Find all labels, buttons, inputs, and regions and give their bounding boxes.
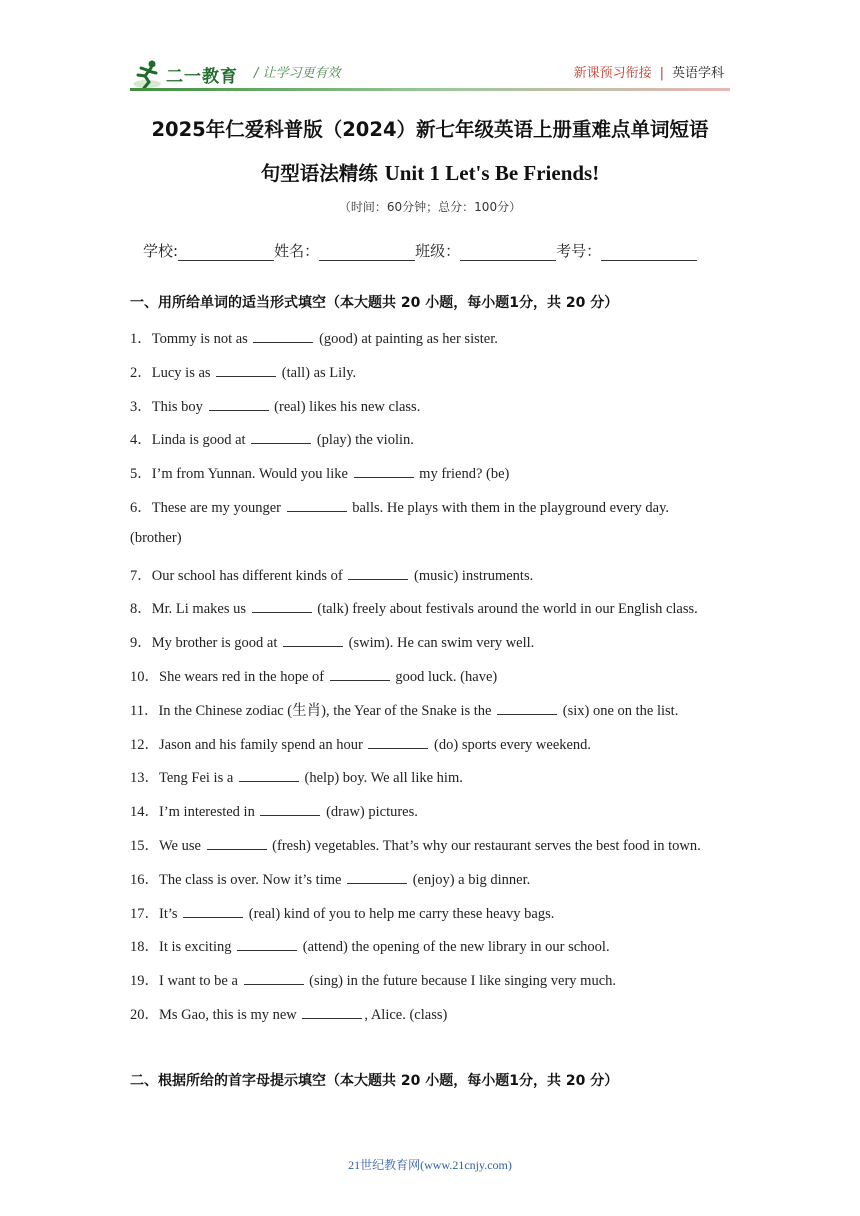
question-item xyxy=(130,530,730,547)
subtitle-chinese: 句型语法精练 xyxy=(260,162,385,185)
answer-blank[interactable] xyxy=(283,633,343,647)
subject-label: 英语学科 xyxy=(671,66,724,81)
question-number: 5． xyxy=(130,466,152,483)
question-text-before: (brother) xyxy=(130,529,182,546)
question-number: 14． xyxy=(130,804,159,821)
answer-blank[interactable] xyxy=(239,768,299,782)
question-item xyxy=(130,868,730,889)
question-item xyxy=(130,969,730,990)
answer-blank[interactable] xyxy=(497,701,557,715)
question-text-before: Mr. Li makes us xyxy=(151,601,250,618)
school-blank[interactable] xyxy=(178,243,274,261)
question-text-before: This boy xyxy=(151,398,207,415)
question-text-before: My brother is good at xyxy=(151,635,282,652)
answer-blank[interactable] xyxy=(209,397,269,411)
question-item xyxy=(130,800,730,821)
question-number: 18． xyxy=(130,939,159,956)
question-item xyxy=(130,327,730,348)
question-item xyxy=(130,834,730,855)
header-separator: | xyxy=(659,66,664,81)
question-item xyxy=(130,496,730,517)
question-number: 6． xyxy=(130,500,152,516)
question-text-before: Linda is good at xyxy=(151,432,250,449)
question-number: 3． xyxy=(130,398,152,415)
course-label: 新课预习衔接 xyxy=(573,66,652,81)
question-number: 20． xyxy=(130,1007,159,1023)
question-text-before: Jason and his family spend an hour xyxy=(159,736,367,753)
question-item xyxy=(130,699,730,720)
question-number: 15． xyxy=(130,838,159,854)
question-text-after: good luck. (have) xyxy=(391,669,498,685)
question-item xyxy=(130,935,730,956)
question-item xyxy=(130,1003,730,1024)
class-field xyxy=(415,240,556,261)
answer-blank[interactable] xyxy=(252,599,312,613)
question-text-after: (enjoy) a big dinner. xyxy=(409,871,531,888)
question-number: 12． xyxy=(130,736,159,753)
question-text-after: (draw) pictures. xyxy=(322,804,418,821)
question-item xyxy=(130,631,730,652)
question-text-after: (talk) freely about festivals around the world in our English class. xyxy=(313,601,698,618)
question-number: 11． xyxy=(130,702,159,719)
logo-text: 二一教育 xyxy=(166,67,238,87)
question-text-before: Our school has different kinds of xyxy=(151,567,347,584)
question-text-before: It’s xyxy=(159,905,182,922)
header-divider xyxy=(130,88,730,91)
question-item xyxy=(130,564,730,585)
section-1-title: 一、用所给单词的适当形式填空（本大题共 20 小题，每小题1分，共 20 分） xyxy=(130,295,619,311)
question-text-after: (swim). He can swim very well. xyxy=(345,635,535,652)
document-title: 2025年仁爱科普版（2024）新七年级英语上册重难点单词短语 xyxy=(151,118,709,141)
document-subtitle xyxy=(0,158,860,186)
question-number: 1． xyxy=(130,331,152,347)
question-item xyxy=(130,395,730,416)
question-number: 7． xyxy=(130,567,152,584)
question-text-before: In the Chinese zodiac (生肖), the Year of the Snake is the xyxy=(158,702,496,719)
question-text-after: (do) sports every weekend. xyxy=(430,736,592,753)
answer-blank[interactable] xyxy=(348,566,408,580)
answer-blank[interactable] xyxy=(347,870,407,884)
question-number: 16． xyxy=(130,871,159,888)
question-item xyxy=(130,361,730,382)
answer-blank[interactable] xyxy=(253,329,313,343)
question-text-after: (play) the violin. xyxy=(313,432,414,449)
question-text-before: It is exciting xyxy=(159,939,236,956)
exam-number-label: 考号： xyxy=(556,242,602,260)
question-text-after: (real) likes his new class. xyxy=(270,398,421,415)
question-item xyxy=(130,597,730,618)
question-number: 17． xyxy=(130,905,159,922)
question-text-after: (good) at painting as her sister. xyxy=(315,331,498,347)
question-item xyxy=(130,428,730,449)
question-number: 13． xyxy=(130,770,159,787)
question-number: 10． xyxy=(130,669,159,685)
question-text-before: I want to be a xyxy=(159,973,242,990)
question-text-after: (six) one on the list. xyxy=(559,702,679,719)
answer-blank[interactable] xyxy=(207,836,267,850)
question-text-before: We use xyxy=(159,838,205,854)
question-text-before: Lucy is as xyxy=(151,364,215,381)
answer-blank[interactable] xyxy=(251,430,311,444)
question-item xyxy=(130,902,730,923)
answer-blank[interactable] xyxy=(330,667,390,681)
subtitle-english: Unit 1 Let's Be Friends! xyxy=(384,161,600,185)
question-text-before: Ms Gao, this is my new xyxy=(159,1007,301,1023)
page-header xyxy=(0,0,860,100)
name-label: 姓名： xyxy=(274,242,320,260)
answer-blank[interactable] xyxy=(287,498,347,512)
question-number: 8． xyxy=(130,601,152,618)
question-number: 4． xyxy=(130,432,152,449)
question-item xyxy=(130,733,730,754)
question-text-before: The class is over. Now it’s time xyxy=(159,871,346,888)
question-number: 2． xyxy=(130,364,152,381)
question-text-after: balls. He plays with them in the playground every day. xyxy=(348,500,670,516)
question-text-before: Tommy is not as xyxy=(151,331,252,347)
answer-blank[interactable] xyxy=(237,937,297,951)
question-item xyxy=(130,766,730,787)
school-field xyxy=(143,240,274,261)
question-text-after: (real) kind of you to help me carry these heavy bags. xyxy=(245,905,555,922)
slogan: / 让学习更有效 xyxy=(254,66,341,81)
name-field xyxy=(274,240,415,261)
question-item xyxy=(130,462,730,483)
page-footer: 21世纪教育网(www.21cnjy.com) xyxy=(348,1158,512,1172)
time-and-score: （时间：60分钟；总分：100分） xyxy=(338,200,522,214)
answer-blank[interactable] xyxy=(302,1005,362,1019)
runner-icon xyxy=(132,58,166,92)
brand-logo xyxy=(132,58,244,92)
question-text-after: (sing) in the future because I like singing very much. xyxy=(305,973,617,990)
student-info-row xyxy=(143,240,743,261)
question-text-after: (fresh) vegetables. That’s why our restaurant serves the best food in town. xyxy=(268,838,701,854)
answer-blank[interactable] xyxy=(368,735,428,749)
question-text-after: (help) boy. We all like him. xyxy=(300,770,463,787)
question-text-before: I’m from Yunnan. Would you like xyxy=(151,466,352,483)
answer-blank[interactable] xyxy=(260,802,320,816)
class-label: 班级： xyxy=(415,242,461,260)
question-number: 19． xyxy=(130,973,159,990)
question-text-after: (tall) as Lily. xyxy=(278,364,357,381)
question-text-before: She wears red in the hope of xyxy=(159,669,328,685)
question-number: 9． xyxy=(130,635,152,652)
question-text-before: Teng Fei is a xyxy=(159,770,237,787)
question-text-after: (music) instruments. xyxy=(410,567,534,584)
answer-blank[interactable] xyxy=(183,904,243,918)
question-text-after: my friend? (be) xyxy=(415,466,510,483)
exam-number-field xyxy=(556,240,697,261)
question-text-after: , Alice. (class) xyxy=(364,1007,448,1023)
header-course-info xyxy=(574,62,724,81)
answer-blank[interactable] xyxy=(216,363,276,377)
question-text-before: I’m interested in xyxy=(159,804,259,821)
exam-number-blank[interactable] xyxy=(601,243,697,261)
question-text-after: (attend) the opening of the new library in our school. xyxy=(299,939,610,956)
class-blank[interactable] xyxy=(460,243,556,261)
question-item xyxy=(130,665,730,686)
answer-blank[interactable] xyxy=(244,971,304,985)
section-2-title: 二、根据所给的首字母提示填空（本大题共 20 小题，每小题1分，共 20 分） xyxy=(130,1073,619,1089)
name-blank[interactable] xyxy=(319,243,415,261)
answer-blank[interactable] xyxy=(354,464,414,478)
school-label: 学校: xyxy=(143,242,179,260)
question-text-before: These are my younger xyxy=(151,500,285,516)
